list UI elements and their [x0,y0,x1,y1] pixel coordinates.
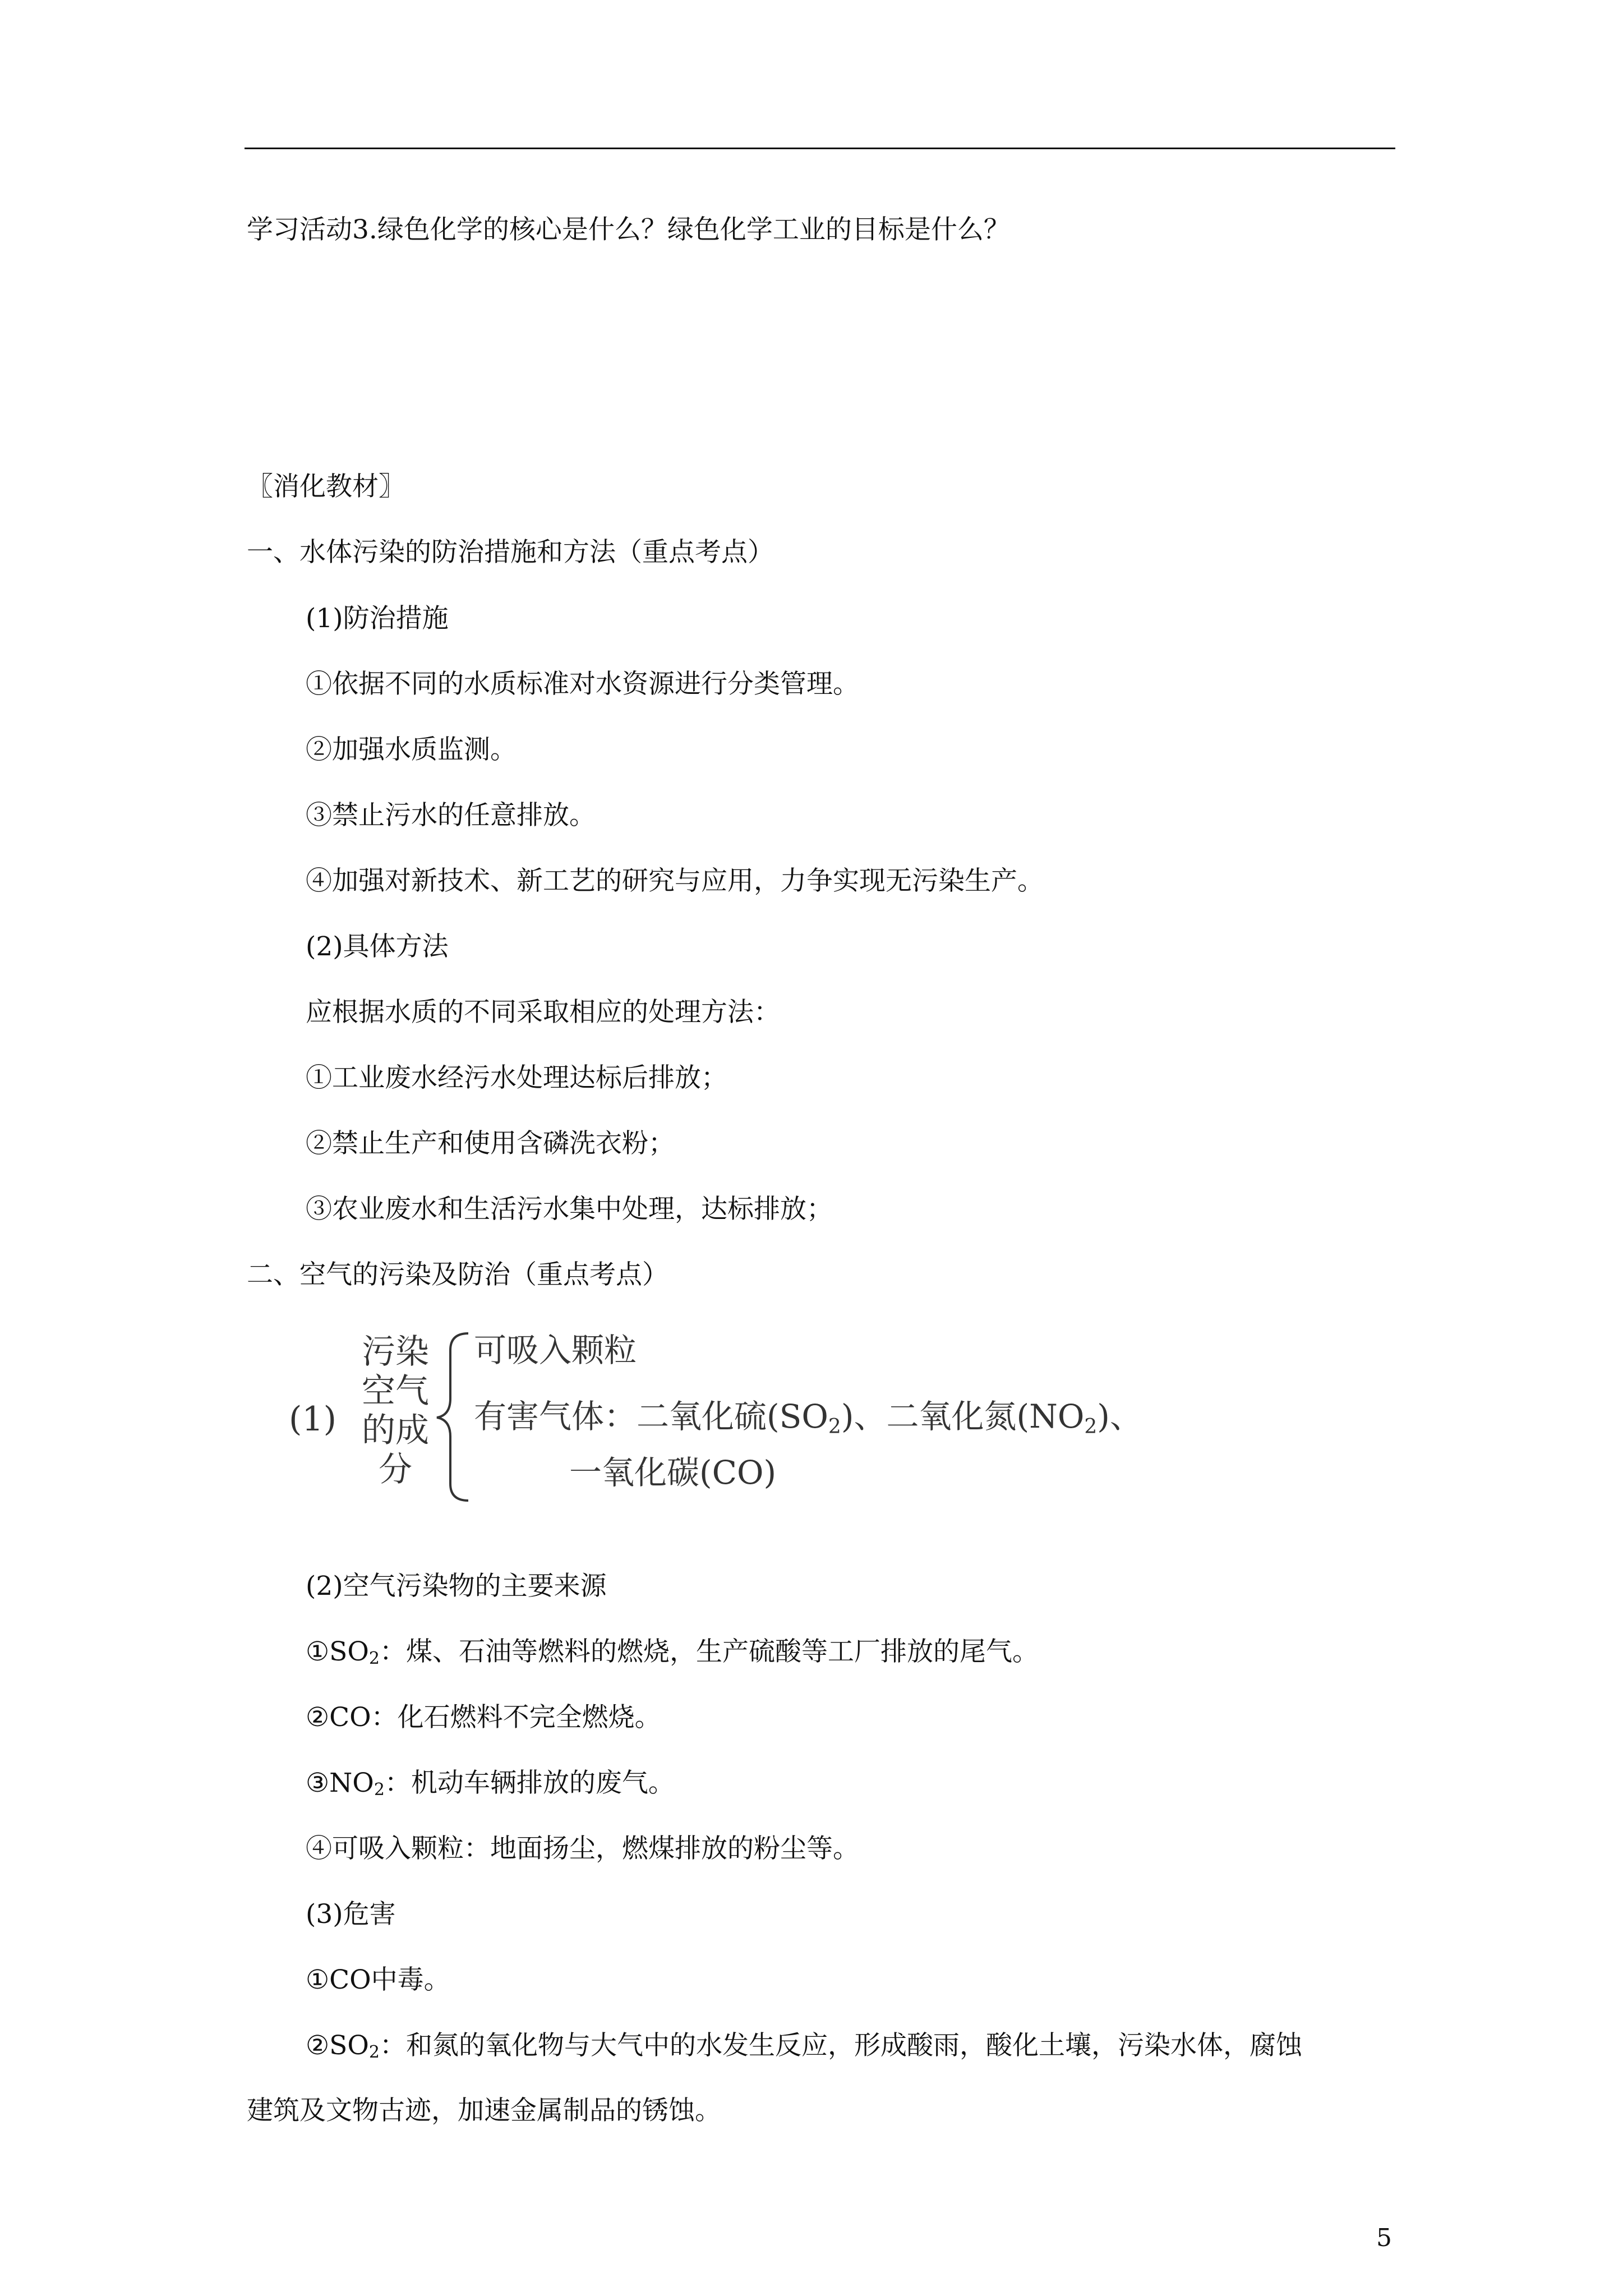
section2-title: 二、空气的污染及防治（重点考点） [247,1259,668,1290]
harm-item: $②SO_2$：和氮的氧化物与大气中的水发生反应，形成酸雨，酸化土壤，污染水体，腐蚀 [306,2030,1302,2062]
measure-item: ②加强水质监测。 [306,734,517,765]
diagram-label-line: 污染 [362,1332,429,1372]
diagram-label-line: 的成 [362,1411,429,1450]
measures-heading: (1)防治措施 [306,603,449,634]
harm-item-continuation: 建筑及文物古迹，加速金属制品的锈蚀。 [247,2095,721,2126]
harm-item: ①CO中毒。 [306,1964,450,1995]
measure-item: ③禁止污水的任意排放。 [306,800,596,831]
brace-icon [437,1333,468,1501]
digest-heading: 〖消化教材〗 [247,471,405,502]
air-pollutant-components-diagram [289,1321,1265,1506]
source-item: ②CO：化石燃料不完全燃烧。 [306,1702,661,1733]
method-item: ②禁止生产和使用含磷洗衣粉； [306,1128,675,1159]
measure-item: ④加强对新技术、新工艺的研究与应用，力争实现无污染生产。 [306,866,1044,896]
diagram-item-particles: 可吸入颗粒 [474,1331,637,1369]
header-rule [245,148,1395,149]
measure-item: ①依据不同的水质标准对水资源进行分类管理。 [306,669,859,700]
methods-intro: 应根据水质的不同采取相应的处理方法： [306,997,780,1028]
page-number: 5 [1376,2224,1392,2252]
source-item: $③NO_2$：机动车辆排放的废气。 [306,1768,675,1800]
diagram-item-harmful-gases: 有害气体：二氧化硫(SO2)、二氧化氮(NO2)、 [474,1397,1142,1438]
method-item: ①工业废水经污水处理达标后排放； [306,1062,727,1093]
diagram-item-co: 一氧化碳(CO) [569,1453,777,1492]
source-item: ④可吸入颗粒：地面扬尘，燃煤排放的粉尘等。 [306,1833,859,1864]
harm-heading: (3)危害 [306,1899,396,1930]
section1-title: 一、水体污染的防治措施和方法（重点考点） [247,537,774,568]
diagram-label-line: 空气 [362,1372,429,1411]
diagram-number: (1) [289,1400,336,1439]
diagram-label-line: 分 [379,1450,412,1489]
source-item: $①SO_2$：煤、石油等燃料的燃烧，生产硫酸等工厂排放的尾气。 [306,1636,1039,1668]
methods-heading: (2)具体方法 [306,931,449,962]
activity-question: 学习活动3.绿色化学的核心是什么？绿色化学工业的目标是什么？ [247,214,1010,245]
sources-heading: (2)空气污染物的主要来源 [306,1571,607,1602]
method-item: ③农业废水和生活污水集中处理，达标排放； [306,1194,833,1225]
